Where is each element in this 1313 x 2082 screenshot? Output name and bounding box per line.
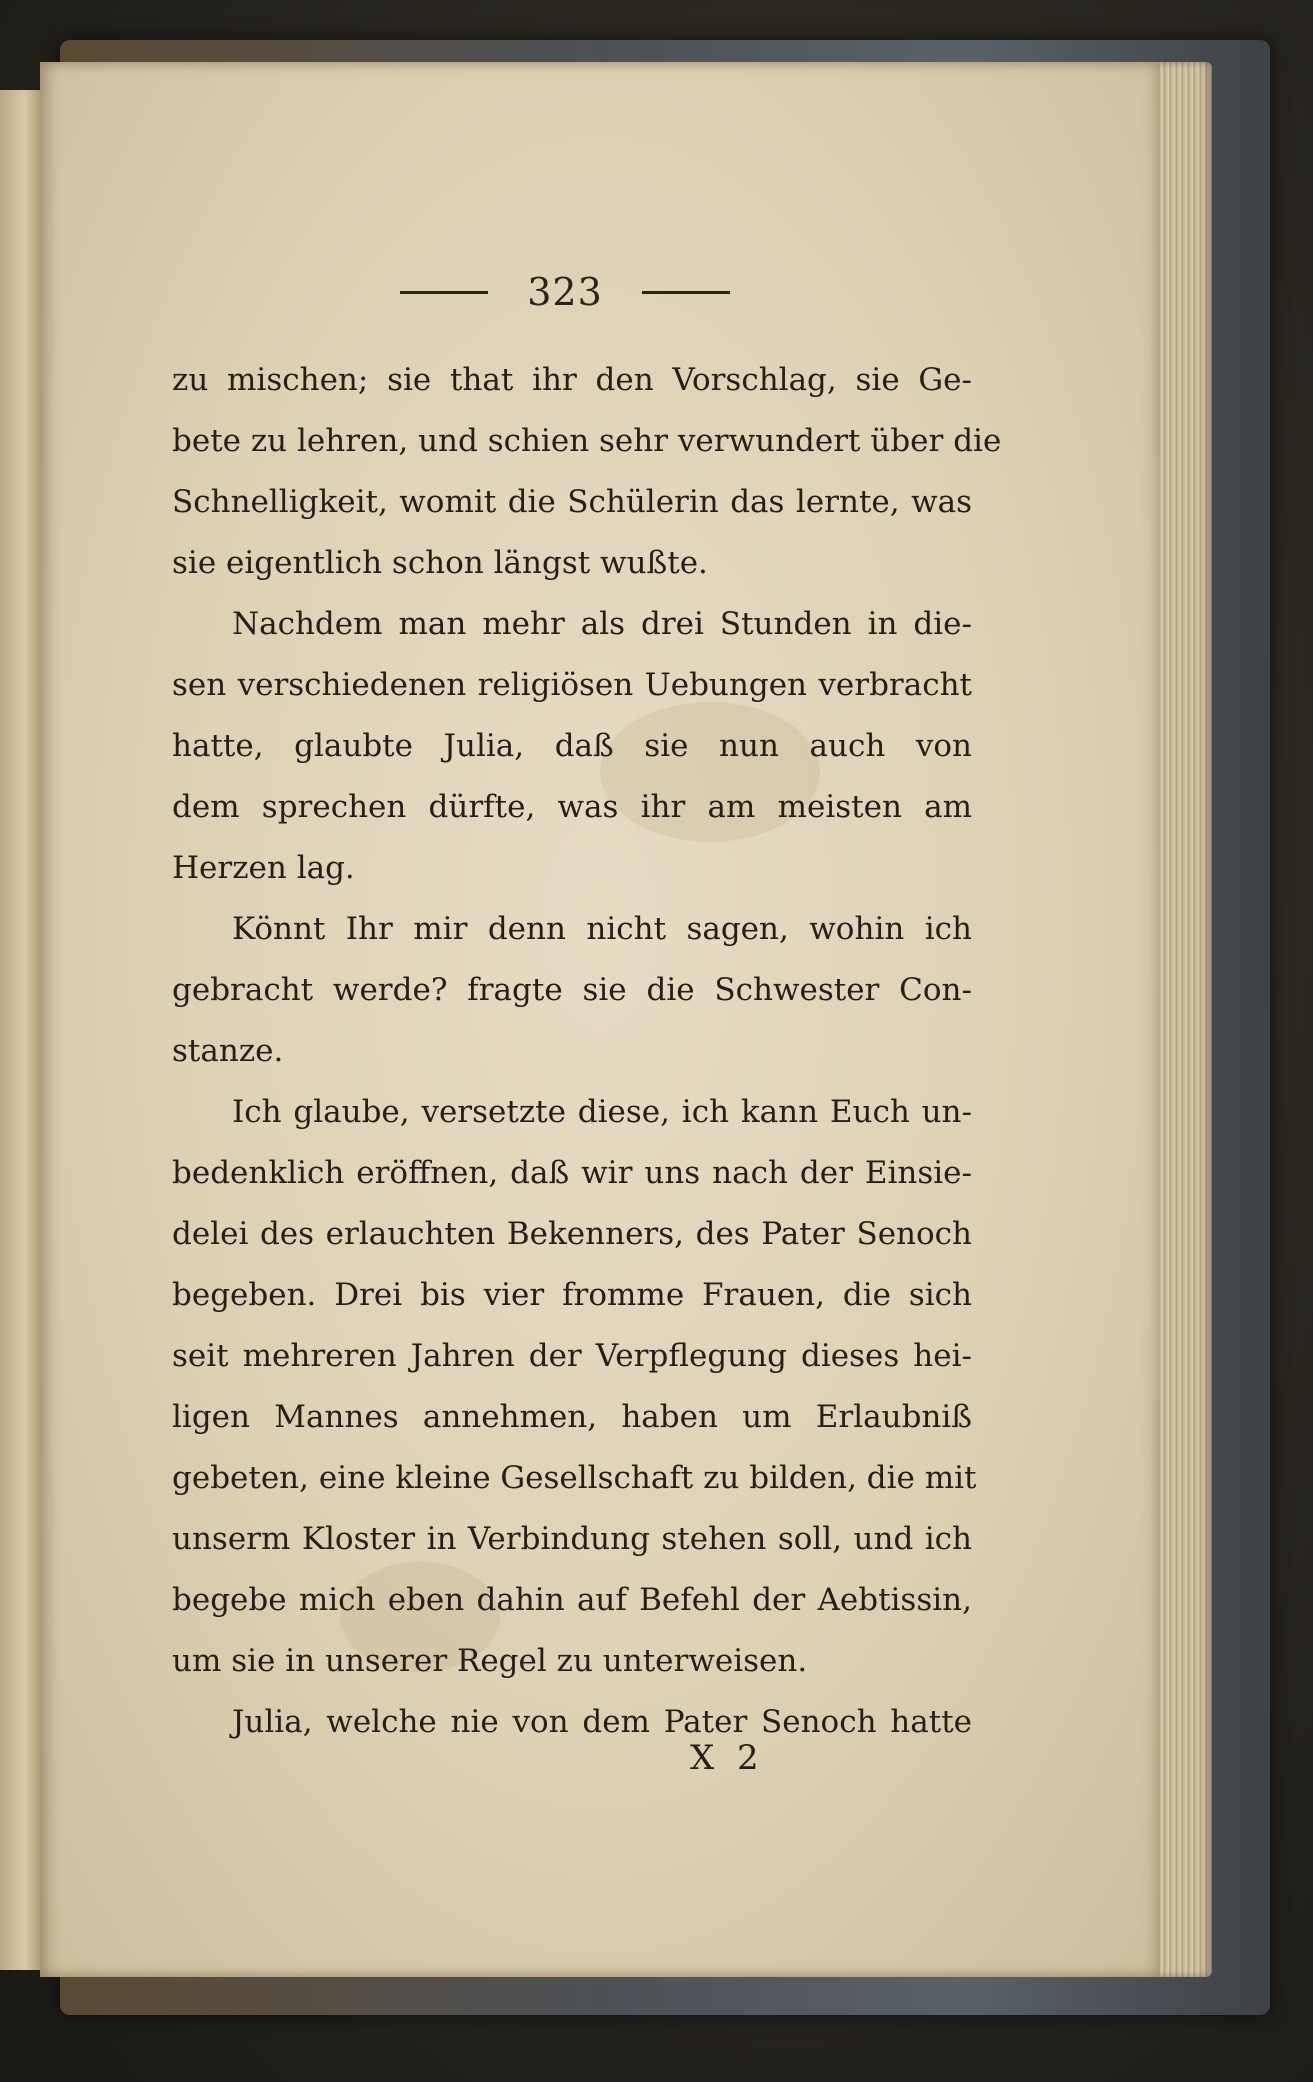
text-line: Nachdem man mehr als drei Stunden in die- <box>232 606 972 642</box>
body-text <box>172 350 1002 1753</box>
text-line: unserm Kloster in Verbindung stehen soll, und ich <box>172 1521 972 1557</box>
text-line: bete zu lehren, und schien sehr verwundert über die <box>172 423 1002 459</box>
text-line: stanze. <box>172 1033 284 1069</box>
text-line: begeben. Drei bis vier fromme Frauen, die sich <box>172 1277 972 1313</box>
text-line: gebeten, eine kleine Gesellschaft zu bilden, die mit <box>172 1460 977 1496</box>
text-line: bedenklich eröffnen, daß wir uns nach der Einsie- <box>172 1155 972 1191</box>
text-line: sen verschiedenen religiösen Uebungen verbracht <box>172 667 972 703</box>
text-line: um sie in unserer Regel zu unterweisen. <box>172 1643 808 1679</box>
text-line: delei des erlauchten Bekenners, des Pater Senoch <box>172 1216 972 1252</box>
text-line: sie eigentlich schon längst wußte. <box>172 545 708 581</box>
text-line: Herzen lag. <box>172 850 355 886</box>
text-line: begebe mich eben dahin auf Befehl der Aebtissin, <box>172 1582 972 1618</box>
facing-page-edge <box>0 90 44 1970</box>
text-line: gebracht werde? fragte sie die Schwester Con- <box>172 972 972 1008</box>
text-line: Julia, welche nie von dem Pater Senoch hatte <box>232 1704 972 1740</box>
text-line: Könnt Ihr mir denn nicht sagen, wohin ich <box>232 911 972 947</box>
page-number: 323 <box>527 270 603 314</box>
printer-signature-mark: X 2 <box>690 1738 765 1778</box>
text-line: dem sprechen dürfte, was ihr am meisten am <box>172 789 972 825</box>
text-line: ligen Mannes annehmen, haben um Erlaubniß <box>172 1399 972 1435</box>
text-line: Ich glaube, versetzte diese, ich kann Euch un- <box>232 1094 972 1130</box>
header-rule-left <box>400 291 488 294</box>
text-line: hatte, glaubte Julia, daß sie nun auch von <box>172 728 972 764</box>
text-line: zu mischen; sie that ihr den Vorschlag, sie Ge- <box>172 362 972 398</box>
header-rule-right <box>642 291 730 294</box>
text-line: seit mehreren Jahren der Verpflegung dieses hei- <box>172 1338 972 1374</box>
running-header <box>400 262 730 322</box>
text-line: Schnelligkeit, womit die Schülerin das lernte, was <box>172 484 972 520</box>
